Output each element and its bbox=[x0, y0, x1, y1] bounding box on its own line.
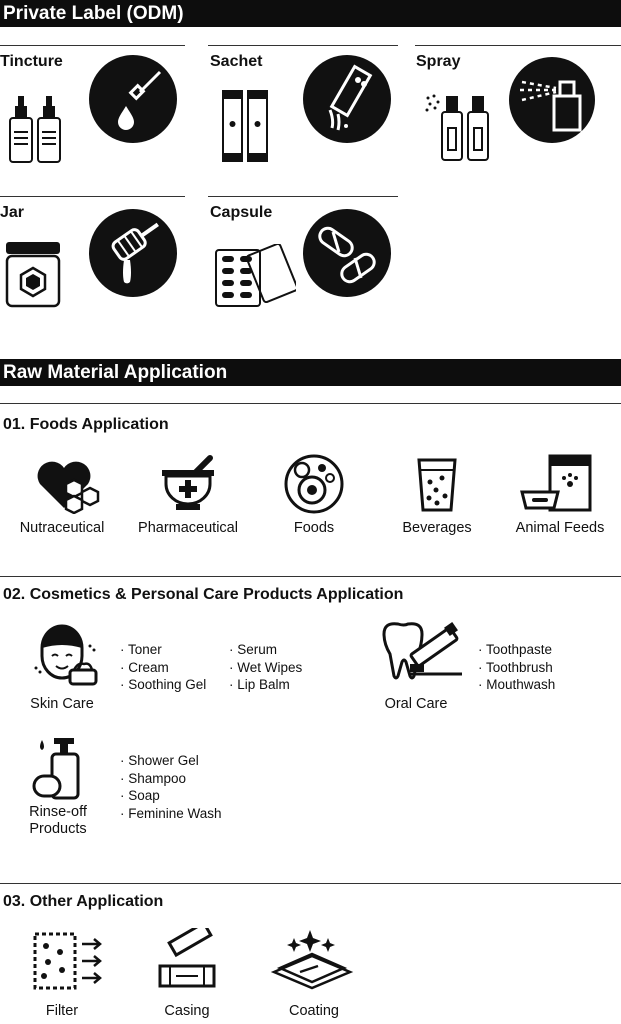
casing-label: Casing bbox=[164, 1003, 210, 1019]
private-label-title: Private Label (ODM) bbox=[3, 3, 184, 24]
jar-honey-icon bbox=[4, 240, 62, 308]
divider bbox=[208, 196, 398, 197]
nutraceutical-icon bbox=[34, 458, 100, 514]
oral-care-list bbox=[478, 641, 555, 694]
skin-care-list-1 bbox=[120, 641, 206, 694]
list-item: · Soap bbox=[120, 787, 222, 805]
list-item: · Soothing Gel bbox=[120, 676, 206, 694]
list-item: · Toothpaste bbox=[478, 641, 555, 659]
oral-care-label: Oral Care bbox=[384, 696, 448, 712]
coating-icon bbox=[270, 928, 354, 992]
divider bbox=[415, 45, 621, 46]
divider bbox=[0, 403, 621, 404]
raw-material-header bbox=[0, 359, 621, 386]
beverages-label: Beverages bbox=[402, 520, 472, 536]
list-item: · Cream bbox=[120, 659, 206, 677]
list-item: · Shampoo bbox=[120, 770, 222, 788]
spray-icon bbox=[508, 56, 596, 144]
jar-icon bbox=[88, 208, 178, 298]
rinse-off-label-line1: Rinse-off bbox=[29, 804, 87, 820]
list-item: · Feminine Wash bbox=[120, 805, 222, 823]
cosmetics-heading: 02. Cosmetics & Personal Care Products Application bbox=[3, 586, 404, 603]
sachet-label: Sachet bbox=[210, 53, 263, 70]
foods-label: Foods bbox=[293, 520, 335, 536]
foods-icon bbox=[284, 454, 344, 514]
spray-bottles-icon bbox=[424, 90, 494, 164]
tincture-label: Tincture bbox=[0, 53, 63, 70]
pharmaceutical-icon bbox=[160, 454, 216, 512]
spray-label: Spray bbox=[416, 53, 461, 70]
nutraceutical-label: Nutraceutical bbox=[19, 520, 105, 536]
divider bbox=[0, 576, 621, 577]
tincture-bottles-icon bbox=[6, 94, 66, 166]
list-item: · Mouthwash bbox=[478, 676, 555, 694]
capsule-icon bbox=[302, 208, 392, 298]
rinse-off-label bbox=[0, 804, 123, 838]
beverages-icon bbox=[416, 456, 458, 512]
coating-label: Coating bbox=[289, 1003, 339, 1019]
skin-care-label: Skin Care bbox=[30, 696, 94, 712]
divider bbox=[208, 45, 398, 46]
tincture-icon bbox=[88, 54, 178, 144]
list-item: · Shower Gel bbox=[120, 752, 222, 770]
animal-feeds-label: Animal Feeds bbox=[515, 520, 605, 536]
rinse-off-icon bbox=[32, 734, 84, 800]
capsule-label: Capsule bbox=[210, 204, 273, 221]
foods-heading: 01. Foods Application bbox=[3, 416, 169, 433]
private-label-header bbox=[0, 0, 621, 27]
list-item: · Toothbrush bbox=[478, 659, 555, 677]
divider bbox=[0, 883, 621, 884]
divider bbox=[0, 45, 185, 46]
oral-care-icon bbox=[380, 620, 464, 682]
pharmaceutical-label: Pharmaceutical bbox=[138, 520, 238, 536]
list-item: · Lip Balm bbox=[229, 676, 302, 694]
skin-care-list-2 bbox=[229, 641, 302, 694]
rinse-off-list bbox=[120, 752, 222, 822]
sachet-sticks-icon bbox=[220, 88, 270, 164]
filter-icon bbox=[32, 930, 104, 992]
jar-label: Jar bbox=[0, 204, 25, 221]
list-item: · Wet Wipes bbox=[229, 659, 302, 677]
list-item: · Serum bbox=[229, 641, 302, 659]
other-heading: 03. Other Application bbox=[3, 893, 164, 910]
list-item: · Toner bbox=[120, 641, 206, 659]
skin-care-icon bbox=[32, 618, 98, 688]
raw-material-title: Raw Material Application bbox=[3, 362, 228, 383]
divider bbox=[0, 196, 185, 197]
rinse-off-label-line2: Products bbox=[29, 821, 87, 837]
animal-feeds-icon bbox=[520, 454, 596, 512]
sachet-icon bbox=[302, 54, 392, 144]
blister-pack-icon bbox=[214, 244, 296, 308]
casing-icon bbox=[156, 928, 218, 992]
filter-label: Filter bbox=[45, 1003, 79, 1019]
